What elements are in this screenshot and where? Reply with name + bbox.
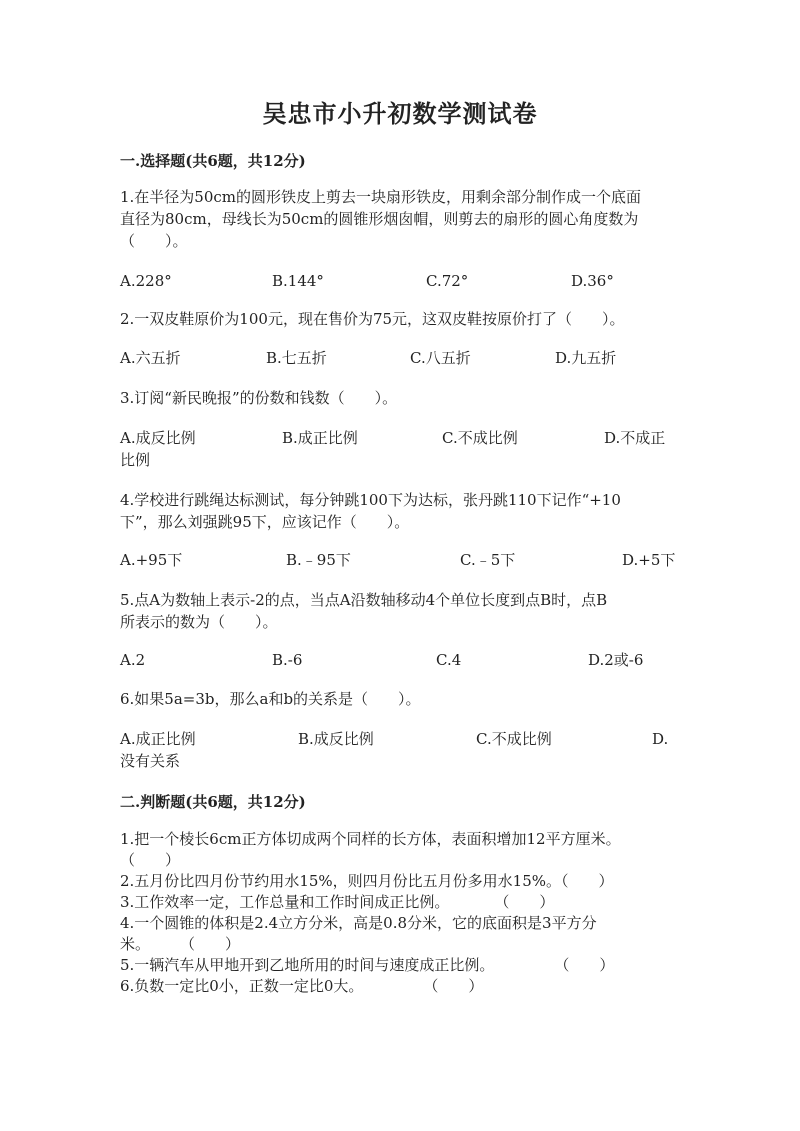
judgement-line: 1.把一个棱长6cm正方体切成两个同样的长方体，表面积增加12平方厘米。 <box>120 830 621 848</box>
option-a: A.成反比例 <box>120 429 196 447</box>
options-6 <box>120 728 680 750</box>
question-line: 所表示的数为（ ）。 <box>120 613 278 631</box>
option-d: D.+5下 <box>622 551 676 569</box>
option-wrap-text: 没有关系 <box>120 752 181 770</box>
judgement-line: （ ） <box>120 851 181 869</box>
option-b: B.-6 <box>272 651 303 669</box>
judgement-line: 米。 （ ） <box>120 935 241 953</box>
question-line: 2.一双皮鞋原价为100元，现在售价为75元，这双皮鞋按原价打了（ ）。 <box>120 310 625 328</box>
judgement-item-3 <box>120 892 700 913</box>
options-3 <box>120 427 680 449</box>
option-wrap-text: 比例 <box>120 451 151 469</box>
option-d: D.2或-6 <box>588 651 644 669</box>
option-d: D.九五折 <box>555 349 617 367</box>
question-line: 1.在半径为50cm的圆形铁皮上剪去一块扇形铁皮，用剩余部分制作成一个底面 <box>120 188 642 206</box>
question-line: 下”，那么刘强跳95下，应该记作（ ）。 <box>120 513 410 531</box>
option-d: D. <box>652 730 669 748</box>
judgement-line: 6.负数一定比0小，正数一定比0大。 （ ） <box>120 977 484 995</box>
option-c: C.不成比例 <box>442 429 518 447</box>
judgement-line: 2.五月份比四月份节约用水15%，则四月份比五月份多用水15%。（ ） <box>120 872 614 890</box>
option-b: B.七五折 <box>266 349 327 367</box>
question-line: 3.订阅“新民晚报”的份数和钱数（ ）。 <box>120 389 398 407</box>
judgement-item-6 <box>120 976 700 997</box>
option-a: A.六五折 <box>120 349 181 367</box>
option-a: A.+95下 <box>120 551 183 569</box>
judgement-item-4 <box>120 913 700 955</box>
option-b: B.144° <box>272 272 324 290</box>
judgement-line: 5.一辆汽车从甲地开到乙地所用的时间与速度成正比例。 （ ） <box>120 956 615 974</box>
options-4 <box>120 549 680 571</box>
question-2 <box>120 308 680 330</box>
question-line: 4.学校进行跳绳达标测试，每分钟跳100下为达标，张丹跳110下记作“+10 <box>120 491 621 509</box>
judgement-line: 4.一个圆锥的体积是2.4立方分米，高是0.8分米，它的底面积是3平方分 <box>120 914 597 932</box>
question-4 <box>120 489 680 533</box>
question-6 <box>120 688 680 710</box>
judgement-line: 3.工作效率一定，工作总量和工作时间成正比例。 （ ） <box>120 893 555 911</box>
question-5 <box>120 589 680 633</box>
question-1 <box>120 186 680 252</box>
section-heading-choice: 一.选择题(共6题，共12分) <box>120 152 306 170</box>
option-c: C.不成比例 <box>476 730 552 748</box>
question-line: （ ）。 <box>120 232 188 250</box>
option-d: D.36° <box>571 272 614 290</box>
option-c: C.八五折 <box>410 349 471 367</box>
option-b: B.﹣95下 <box>286 551 351 569</box>
option-a: A.2 <box>120 651 146 669</box>
option-c: C.﹣5下 <box>460 551 516 569</box>
options-5 <box>120 649 680 671</box>
option-a: A.成正比例 <box>120 730 196 748</box>
judgement-item-5 <box>120 955 700 976</box>
option-c: C.4 <box>436 651 462 669</box>
option-b: B.成反比例 <box>298 730 374 748</box>
judgement-item-1 <box>120 829 700 871</box>
question-line: 6.如果5a=3b，那么a和b的关系是（ ）。 <box>120 690 421 708</box>
judgement-item-2 <box>120 871 700 892</box>
options-2 <box>120 347 680 369</box>
option-a: A.228° <box>120 272 172 290</box>
option-d: D.不成正 <box>604 429 666 447</box>
section-heading-judgement: 二.判断题(共6题，共12分) <box>120 793 306 811</box>
question-line: 5.点A为数轴上表示-2的点，当点A沿数轴移动4个单位长度到点B时，点B <box>120 591 608 609</box>
option-b: B.成正比例 <box>282 429 358 447</box>
option-c: C.72° <box>426 272 469 290</box>
question-line: 直径为80cm，母线长为50cm的圆锥形烟囱帽，则剪去的扇形的圆心角度数为 <box>120 210 639 228</box>
page-title: 吴忠市小升初数学测试卷 <box>262 99 538 128</box>
question-3 <box>120 387 680 409</box>
options-1 <box>120 270 680 292</box>
